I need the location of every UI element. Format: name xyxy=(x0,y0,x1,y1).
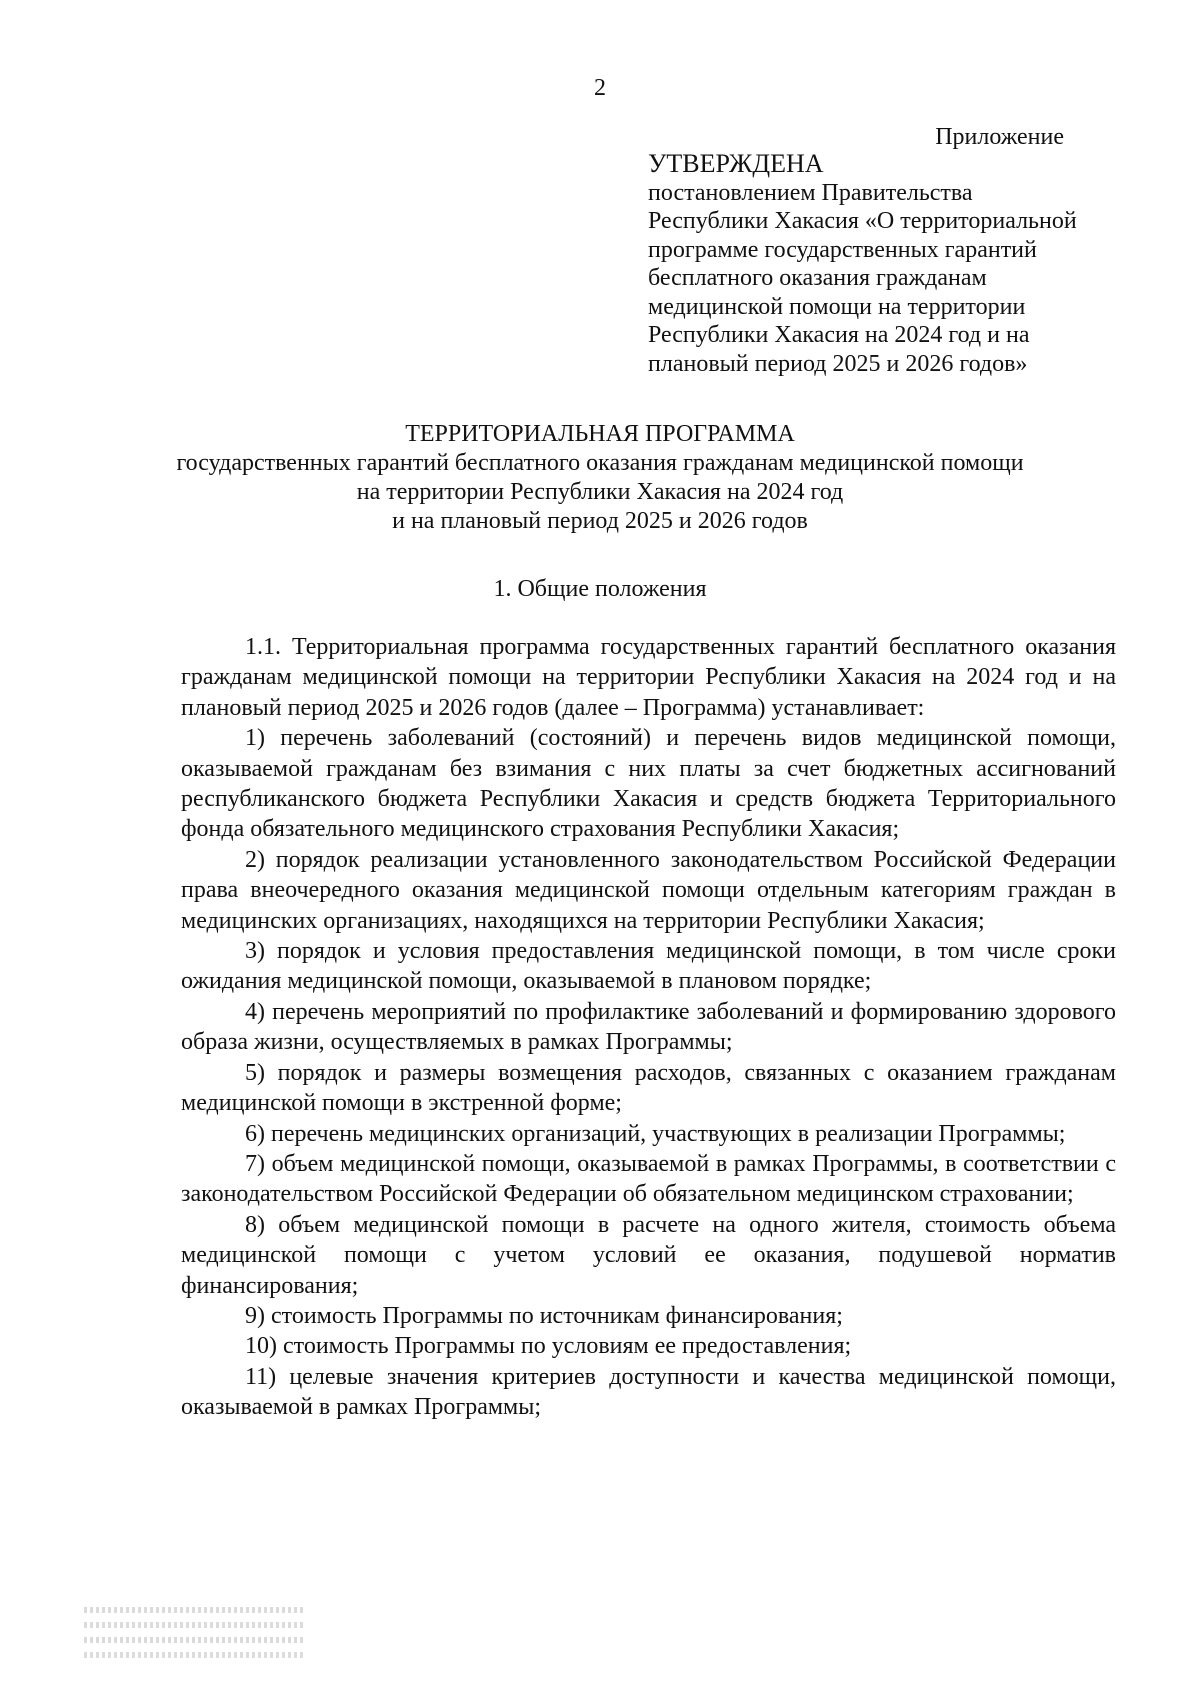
list-item: 3) порядок и условия предоставления медицинской помощи, в том числе сроки ожидания медицинской помощи, оказываемой в плановом порядке; xyxy=(181,938,1116,995)
list-item: 5) порядок и размеры возмещения расходов, связанных с оказанием гражданам медицинской помощи в экстренной форме; xyxy=(181,1059,1116,1117)
list-item: 8) объем медицинской помощи в расчете на одного жителя, стоимость объема медицинской помощи с учетом условий ее оказания, подушевой норматив финансирования; xyxy=(181,1211,1116,1299)
list-item: 6) перечень медицинских организаций, участвующих в реализации Программы; xyxy=(245,1120,1066,1147)
approval-line: плановый период 2025 и 2026 годов» xyxy=(648,350,1028,377)
stamp-line xyxy=(84,1622,304,1628)
approval-line: постановлением Правительства xyxy=(648,179,973,206)
list-item: 1) перечень заболеваний (состояний) и перечень видов медицинской помощи, оказываемой гражданам без взимания с них платы за счет бюджетных ассигнований республиканского бюджета Республики Хакасия и средств бюджета Территориального фонда обязательного медицинского страхования Республики Хакасия; xyxy=(181,725,1116,843)
section-heading: 1. Общие положения xyxy=(493,576,707,602)
body-text xyxy=(181,632,1116,1423)
approved-word: УТВЕРЖДЕНА xyxy=(648,149,824,178)
stamp-line xyxy=(84,1607,304,1613)
approval-line: бесплатного оказания гражданам xyxy=(648,265,987,291)
stamp-line xyxy=(84,1652,304,1658)
appendix-label: Приложение xyxy=(935,124,1064,150)
title-line: на территории Республики Хакасия на 2024 год xyxy=(356,479,844,505)
stamp-line xyxy=(84,1637,304,1643)
list-item: 2) порядок реализации установленного законодательством Российской Федерации права внеочередного оказания медицинской помощи отдельным категориям граждан в медицинских организациях, находящихся на территории Республики Хакасия; xyxy=(181,846,1116,934)
list-item: 7) объем медицинской помощи, оказываемой в рамках Программы, в соответствии с законодательством Российской Федерации об обязательном медицинском страховании; xyxy=(181,1150,1116,1208)
faded-stamp xyxy=(84,1598,304,1688)
title-line: ТЕРРИТОРИАЛЬНАЯ ПРОГРАММА xyxy=(405,421,795,447)
title-line: государственных гарантий бесплатного оказания гражданам медицинской помощи xyxy=(176,450,1024,476)
list-item: 11) целевые значения критериев доступности и качества медицинской помощи, оказываемой в рамках Программы; xyxy=(181,1363,1116,1421)
approval-line: программе государственных гарантий xyxy=(648,236,1037,263)
title-line: и на плановый период 2025 и 2026 годов xyxy=(392,508,808,534)
approval-block xyxy=(648,150,1118,378)
approval-line: Республики Хакасия на 2024 год и на xyxy=(648,322,1030,348)
paragraph: 1.1. Территориальная программа государственных гарантий бесплатного оказания гражданам медицинской помощи на территории Республики Хакасия на 2024 год и на плановый период 2025 и 2026 годов (далее – Программа) устанавливает: xyxy=(181,634,1116,721)
list-item: 4) перечень мероприятий по профилактике заболеваний и формированию здорового образа жизни, осуществляемых в рамках Программы; xyxy=(181,998,1116,1056)
approval-line: Республики Хакасия «О территориальной xyxy=(648,208,1077,234)
list-item: 10) стоимость Программы по условиям ее предоставления; xyxy=(245,1333,852,1360)
document-title xyxy=(0,420,1200,536)
approval-line: медицинской помощи на территории xyxy=(648,293,1026,320)
list-item: 9) стоимость Программы по источникам финансирования; xyxy=(245,1302,843,1329)
page-number: 2 xyxy=(594,75,606,101)
